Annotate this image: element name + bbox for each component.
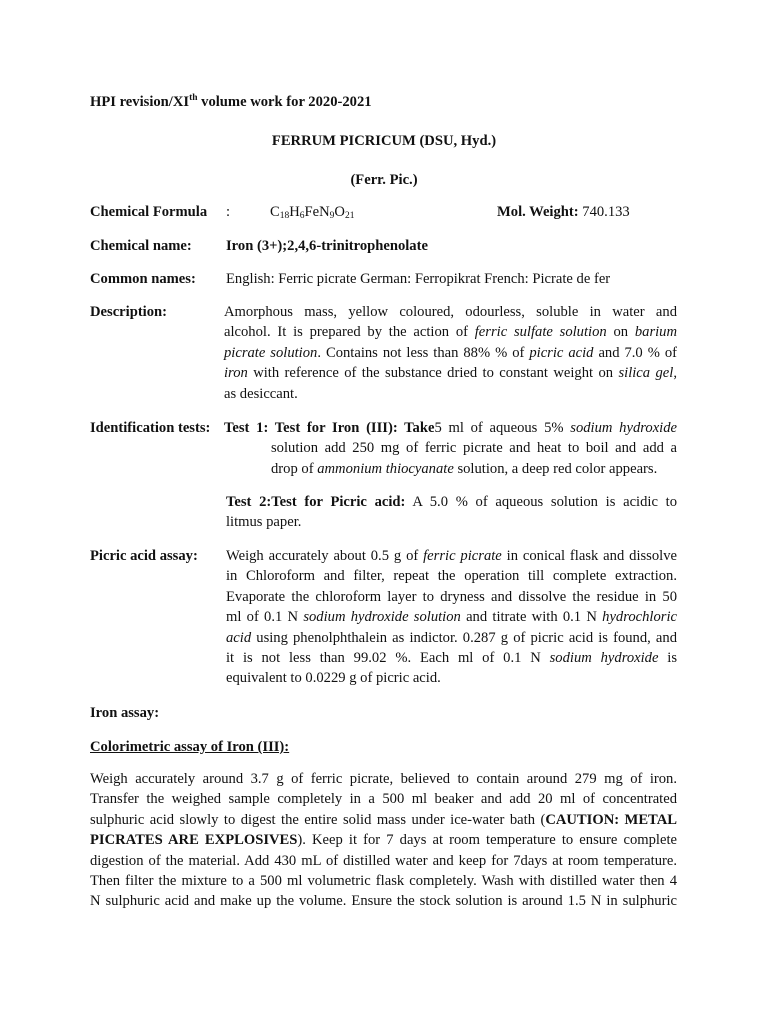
- common-names-label: Common names:: [90, 271, 196, 287]
- text-line: [224, 438, 677, 458]
- colorimetric-heading: Colorimetric assay of Iron (III):: [90, 739, 290, 755]
- text-line: [226, 607, 677, 627]
- formula-label: Chemical Formula: [90, 204, 208, 220]
- chemical-formula: $C_{18}H_6FeN_9O_{21}$: [270, 204, 355, 221]
- text-segment: Amorphous mass, yellow coloured, odourless, soluble in water and: [224, 304, 677, 320]
- text-line: [90, 871, 677, 891]
- text-segment: ,: [673, 365, 677, 382]
- text-line: [90, 810, 677, 830]
- colorimetric-text: [90, 769, 677, 912]
- text-segment: silica gel: [618, 365, 674, 382]
- text-segment: on: [606, 324, 635, 341]
- text-segment: Then filter the mixture to a 500 ml volumetric flask completely. Wash with distilled water then 4: [90, 872, 677, 889]
- text-line: [226, 648, 677, 668]
- description-label: Description:: [90, 304, 168, 320]
- text-segment: with reference of the substance dried to constant weight on: [247, 365, 619, 382]
- text-line: [90, 851, 677, 871]
- text-line: [224, 343, 677, 363]
- text-segment: PICRATES ARE EXPLOSIVES: [90, 832, 298, 849]
- formula-colon: :: [226, 204, 231, 220]
- text-line: [226, 512, 677, 532]
- header-line: HPI revision/XIth volume work for 2020-2021: [90, 93, 372, 110]
- text-segment: sodium hydroxide: [549, 649, 659, 666]
- identification-test-2: [226, 492, 677, 533]
- text-segment: Weigh accurately about 0.5 g of: [226, 548, 424, 564]
- text-segment: and titrate with 0.1 N: [460, 609, 603, 626]
- text-segment: 5 ml of aqueous 5%: [434, 420, 571, 436]
- text-segment: CAUTION: METAL: [545, 811, 677, 828]
- text-line: [226, 566, 677, 586]
- monograph-title: FERRUM PICRICUM (DSU, Hyd.): [271, 133, 497, 149]
- text-segment: Transfer the weighed sample completely in a 500 ml beaker and add 20 ml of concentrated: [90, 791, 677, 808]
- text-line: [226, 628, 677, 648]
- iron-assay-label: Iron assay:: [90, 705, 160, 721]
- text-segment: using phenolphthalein as indictor. 0.287 g of picric acid is found, and: [251, 629, 677, 646]
- text-segment: solution, a deep red color appears.: [453, 460, 658, 477]
- text-segment: acid: [226, 629, 252, 646]
- text-segment: barium: [634, 324, 678, 341]
- text-segment: Test 1: Test for Iron (III): Take: [224, 420, 435, 436]
- text-line: [224, 384, 677, 404]
- text-segment: . Contains not less than 88% % of: [317, 344, 530, 361]
- text-segment: iron: [224, 365, 248, 382]
- chem-name-value: Iron (3+);2,4,6-trinitrophenolate: [226, 238, 428, 254]
- picric-assay-label: Picric acid assay:: [90, 548, 198, 564]
- text-line: [226, 492, 677, 512]
- text-segment: sodium hydroxide solution: [303, 609, 461, 626]
- text-segment: solution add 250 mg of ferric picrate and heat to boil and add a: [271, 440, 677, 457]
- text-line: [224, 363, 677, 383]
- description-text: [224, 302, 677, 404]
- text-line: [90, 830, 677, 850]
- text-segment: Evaporate the chloroform layer to dryness and dissolve the residue in 50: [226, 588, 677, 605]
- text-segment: picrate solution: [224, 344, 318, 361]
- molecular-weight: Mol. Weight: 740.133: [497, 204, 630, 220]
- text-line: [224, 322, 677, 342]
- text-segment: alcohol. It is prepared by the action of: [224, 324, 475, 341]
- text-segment: it is not less than 99.02 %. Each ml of 0.1 N: [226, 649, 550, 666]
- text-segment: litmus paper.: [226, 514, 302, 531]
- text-segment: sulphuric acid slowly to digest the entire solid mass under ice-water bath (: [90, 811, 546, 828]
- text-segment: in conical flask and dissolve: [501, 548, 677, 564]
- text-segment: is: [658, 649, 678, 666]
- text-segment: ). Keep it for 7 days at room temperature to ensure complete: [297, 832, 677, 849]
- text-segment: hydrochloric: [602, 609, 677, 626]
- text-line: [226, 546, 677, 566]
- text-segment: as desiccant.: [224, 385, 298, 402]
- text-segment: and 7.0 % of: [593, 344, 677, 361]
- monograph-abbreviation: (Ferr. Pic.): [350, 172, 418, 188]
- picric-assay-text: [226, 546, 677, 689]
- text-segment: sodium hydroxide: [570, 420, 677, 436]
- text-line: [224, 302, 677, 322]
- text-segment: picric acid: [529, 344, 594, 361]
- chem-name-label: Chemical name:: [90, 238, 192, 254]
- text-segment: Weigh accurately around 3.7 g of ferric picrate, believed to contain around 279 mg of iron.: [90, 771, 677, 787]
- text-line: [226, 668, 677, 688]
- text-segment: N sulphuric acid and make up the volume. Ensure the stock solution is around 1.5 N in sulphuric: [90, 893, 677, 910]
- text-line: [224, 418, 677, 438]
- text-line: [90, 891, 677, 911]
- text-segment: in Chloroform and filter, repeat the operation till complete extraction.: [226, 568, 677, 585]
- text-segment: drop of: [271, 460, 318, 477]
- text-segment: ml of 0.1 N: [226, 609, 304, 626]
- text-segment: ferric sulfate solution: [474, 324, 607, 341]
- common-names-value: English: Ferric picrate German: Ferropikrat French: Picrate de fer: [226, 271, 611, 287]
- text-line: [224, 459, 677, 479]
- text-line: [226, 587, 677, 607]
- text-segment: ammonium thiocyanate: [317, 460, 454, 477]
- text-line: [90, 789, 677, 809]
- text-line: [90, 769, 677, 789]
- text-segment: ferric picrate: [423, 548, 502, 564]
- text-segment: A 5.0 % of aqueous solution is acidic to: [405, 494, 677, 510]
- identification-label: Identification tests:: [90, 420, 211, 436]
- identification-test-1: [224, 418, 677, 479]
- text-segment: Test 2:Test for Picric acid:: [226, 494, 406, 510]
- text-segment: equivalent to 0.0229 g of picric acid.: [226, 670, 441, 687]
- text-segment: digestion of the material. Add 430 mL of distilled water and keep for 7days at room temperature.: [90, 852, 677, 869]
